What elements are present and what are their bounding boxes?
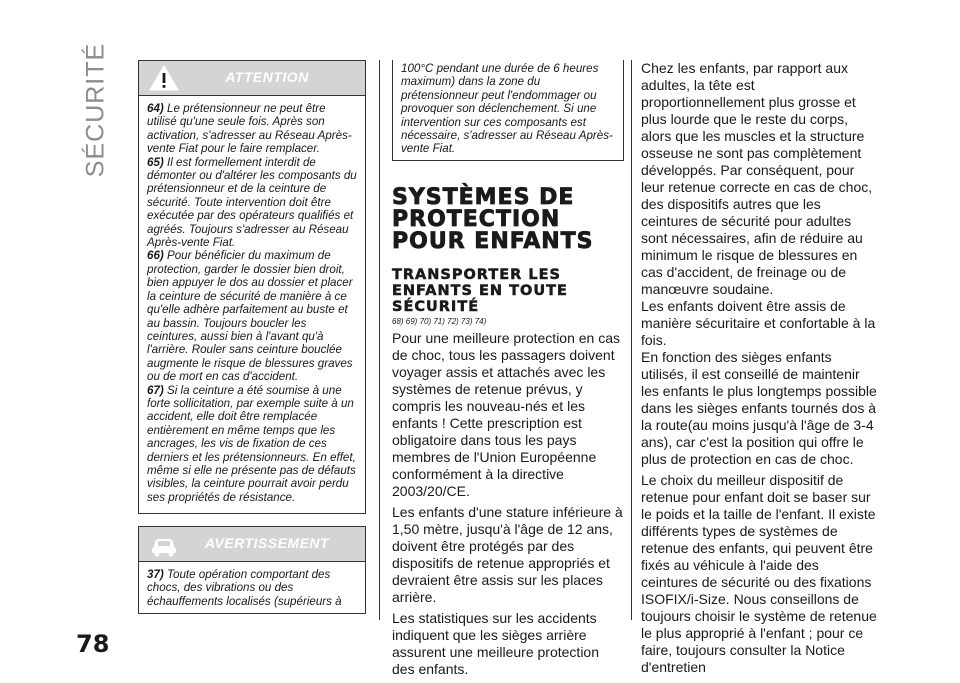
attention-item: 64) Le prétensionneur ne peut être utilisé qu'une seule fois. Après son activation, s'adresser au Réseau Après-vente Fiat pour le faire remplacer. [147, 102, 352, 156]
continued-warning-box [392, 60, 624, 161]
reference-numbers: 68) 69) 70) 71) 72) 73) 74) [392, 316, 487, 326]
body-paragraph: Les statistiques sur les accidents indiquent que les sièges arrière assurent une meilleure protection des enfants. [392, 609, 600, 677]
column-separator [631, 60, 632, 620]
section-title: SÉCURITÉ [81, 42, 110, 178]
main-heading: SYSTÈMES DE PROTECTION POUR ENFANTS [392, 184, 594, 254]
continued-warning-paragraph: 100°C pendant une durée de 6 heures maximum) dans la zone du prétensionneur peut l'endommager ou provoquer son déclenchement. Si une intervention sur ces composants est nécessaire, s'adresser au Réseau Après-vente Fiat. [401, 62, 613, 156]
attention-box-header [139, 61, 365, 96]
avertissement-body [139, 562, 365, 612]
body-paragraph: Le choix du meilleur dispositif de retenue pour enfant doit se baser sur le poids et la taille de l'enfant. Il existe différents types de systèmes de retenue des enfants, qui peuvent être fixés au véhicule à l'aide des ceintures de sécurité ou des fixations ISOFIX/i-Size. Nous conseillons de toujours choisir le système de retenue le plus approprié à l'enfant ; pour ce faire, toujours consulter la Notice d'entretien [641, 472, 877, 675]
attention-item: 65) Il est formellement interdit de démonter ou d'altérer les composants du prétensionneur et de la ceinture de sécurité. Toute intervention doit être exécutée par des opérateurs qualifiés et agréés. Toujours s'adresser au Réseau Après-vente Fiat. [147, 155, 357, 250]
avertissement-box-header [139, 527, 365, 562]
column-middle [392, 60, 624, 678]
attention-body [139, 96, 365, 508]
body-paragraph: Les enfants doivent être assis de manière sécuritaire et confortable à la fois. [641, 298, 876, 348]
avertissement-box [138, 526, 366, 614]
page-number: 78 [76, 630, 110, 658]
body-paragraph: Pour une meilleure protection en cas de choc, tous les passagers doivent voyager assis et attachés avec les systèmes de retenue prévus, y compris les nouveau-nés et les enfants ! Cette prescription est obligatoire dans tous les pays membres de l'Union Européenne conformément à la directive 2003/20/CE. [392, 329, 621, 499]
sub-heading: TRANSPORTER LES ENFANTS EN TOUTE SÉCURITÉ [392, 266, 568, 315]
attention-item: 67) Si la ceinture a été soumise à une forte sollicitation, par exemple suite à un accident, elle doit être remplacée entièrement en même temps que les ancrages, les vis de fixation de ces derniers et les prétensionneurs. En effet, même si elle ne présente pas de défauts visibles, la ceinture pourrait avoir perdu ses propriétés de résistance. [147, 383, 356, 504]
attention-title: ATTENTION [225, 69, 309, 85]
body-paragraph: Les enfants d'une stature inférieure à 1,50 mètre, jusqu'à l'âge de 12 ans, doivent être protégés par des dispositifs de retenue appropriés et devraient être assis sur les places arrière. [392, 503, 623, 605]
column-right [641, 60, 878, 676]
avertissement-title: AVERTISSEMENT [204, 535, 330, 551]
attention-item: 66) Pour bénéficier du maximum de protection, garder le dossier bien droit, bien appuyer le dos au dossier et placer la ceinture de sécurité de manière à ce qu'elle adhère parfaitement au buste et au bassin. Toujours boucler les ceintures, aussi bien à l'avant qu'à l'arrière. Rouler sans ceinture bouclée augmente le risque de blessures graves ou de mort en cas d'accident. [147, 249, 353, 384]
avertissement-item: 37) Toute opération comportant des chocs, des vibrations ou des échauffements localisés (supérieurs à [147, 568, 342, 608]
body-paragraph: Chez les enfants, par rapport aux adultes, la tête est proportionnellement plus grosse et plus lourde que le reste du corps, alors que les muscles et la structure osseuse ne sont pas complètement développés. Par conséquent, pour leur retenue correcte en cas de choc, des dispositifs autres que les ceintures de sécurité pour adultes sont nécessaires, afin de réduire au minimum le risque de blessures en cas d'accident, de freinage ou de manœuvre soudaine. [641, 60, 873, 297]
body-paragraph: En fonction des sièges enfants utilisés, il est conseillé de maintenir les enfants le plus longtemps possible dans les sièges enfants tournés dos à la route(au moins jusqu'à l'âge de 3-4 ans), car c'est la position qui offre le plus de protection en cas de choc. [641, 349, 877, 467]
continued-warning-text [393, 60, 623, 160]
column-separator [379, 60, 380, 620]
attention-box [138, 60, 366, 514]
